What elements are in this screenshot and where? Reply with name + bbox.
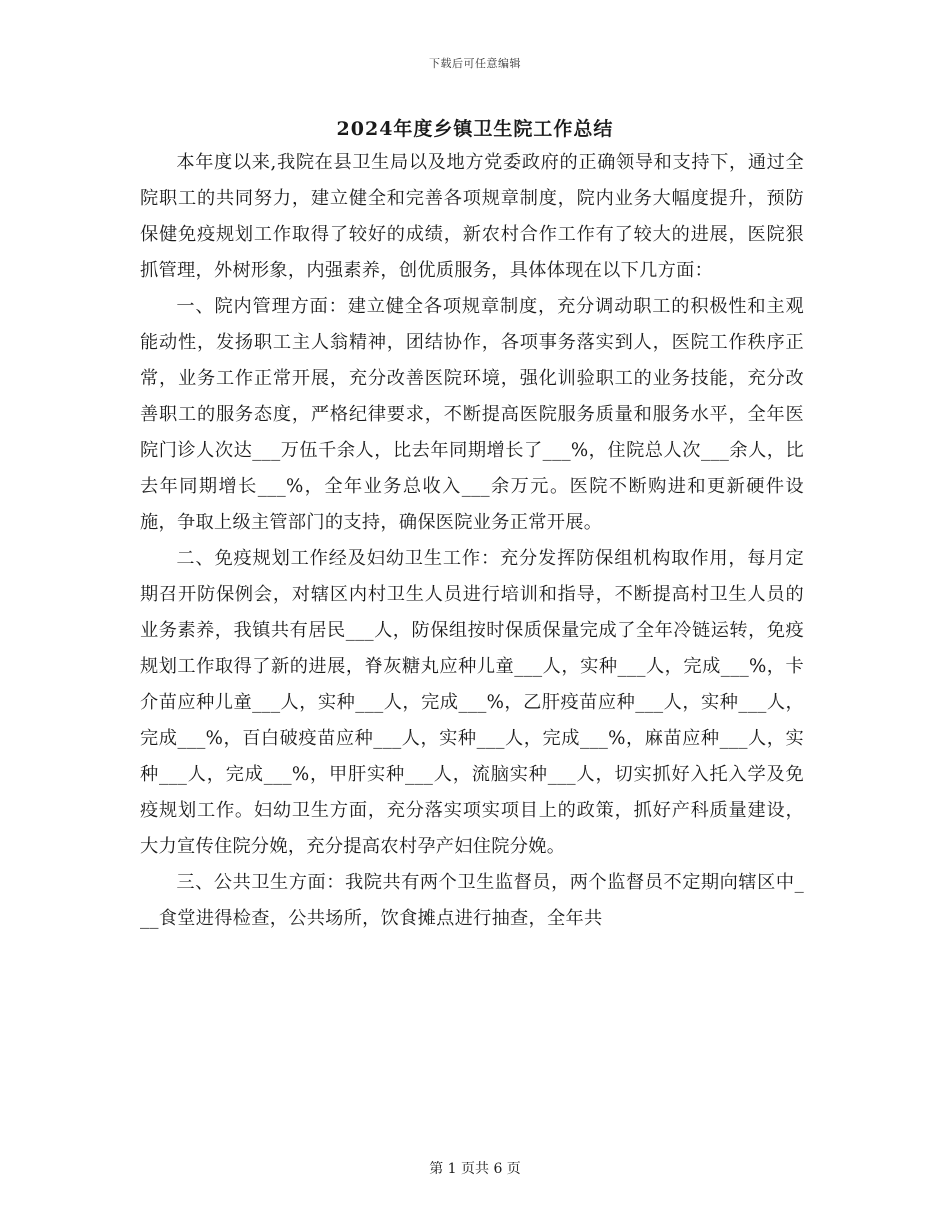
document-title: 2024年度乡镇卫生院工作总结 — [336, 118, 614, 140]
paragraph-immunization: 二、免疫规划工作经及妇幼卫生工作：充分发挥防保组机构取作用，每月定期召开防保例会，对辖区内村卫生人员进行培训和指导，不断提高村卫生人员的业务素养，我镇共有居民___人，防保组按时保质保量完成了全年冷链运转，免疫规划工作取得了新的进展，脊灰糖丸应种儿童___人，实种___人，完成___%，卡介苗应种儿童___人，实种___人，完成___%，乙肝疫苗应种___人，实种___人，完成___%，百白破疫苗应种___人，实种___人，完成___%，麻苗应种___人，实种___人，完成___%，甲肝实种___人，流脑实种___人，切实抓好入托入学及免疫规划工作。妇幼卫生方面，充分落实项实项目上的政策，抓好产科质量建设，大力宣传住院分娩，充分提高农村孕产妇住院分娩。 — [140, 548, 804, 857]
page-number: 第 1 页共 6 页 — [429, 1161, 521, 1177]
paragraph-hospital-management: 一、院内管理方面：建立健全各项规章制度，充分调动职工的积极性和主观能动性，发扬职工主人翁精神，团结协作，各项事务落实到人，医院工作秩序正常，业务工作正常开展，充分改善医院环境，强化训验职工的业务技能，充分改善职工的服务态度，严格纪律要求，不断提高医院服务质量和服务水平，全年医院门诊人次达___万伍千余人，比去年同期增长了___%，住院总人次___余人，比去年同期增长___%，全年业务总收入___余万元。医院不断购进和更新硬件设施，争取上级主管部门的支持，确保医院业务正常开展。 — [140, 296, 804, 533]
document-body — [140, 145, 804, 937]
paragraph-public-health: 三、公共卫生方面：我院共有两个卫生监督员，两个监督员不定期向辖区中___食堂进得检查，公共场所，饮食摊点进行抽查，全年共 — [140, 872, 804, 929]
header-note: 下载后可任意编辑 — [429, 57, 521, 70]
paragraph-intro: 本年度以来,我院在县卫生局以及地方党委政府的正确领导和支持下，通过全院职工的共同努力，建立健全和完善各项规章制度，院内业务大幅度提升，预防保健免疫规划工作取得了较好的成绩，新农村合作工作有了较大的进展，医院狠抓管理，外树形象，内强素养，创优质服务，具体体现在以下几方面： — [140, 152, 804, 281]
